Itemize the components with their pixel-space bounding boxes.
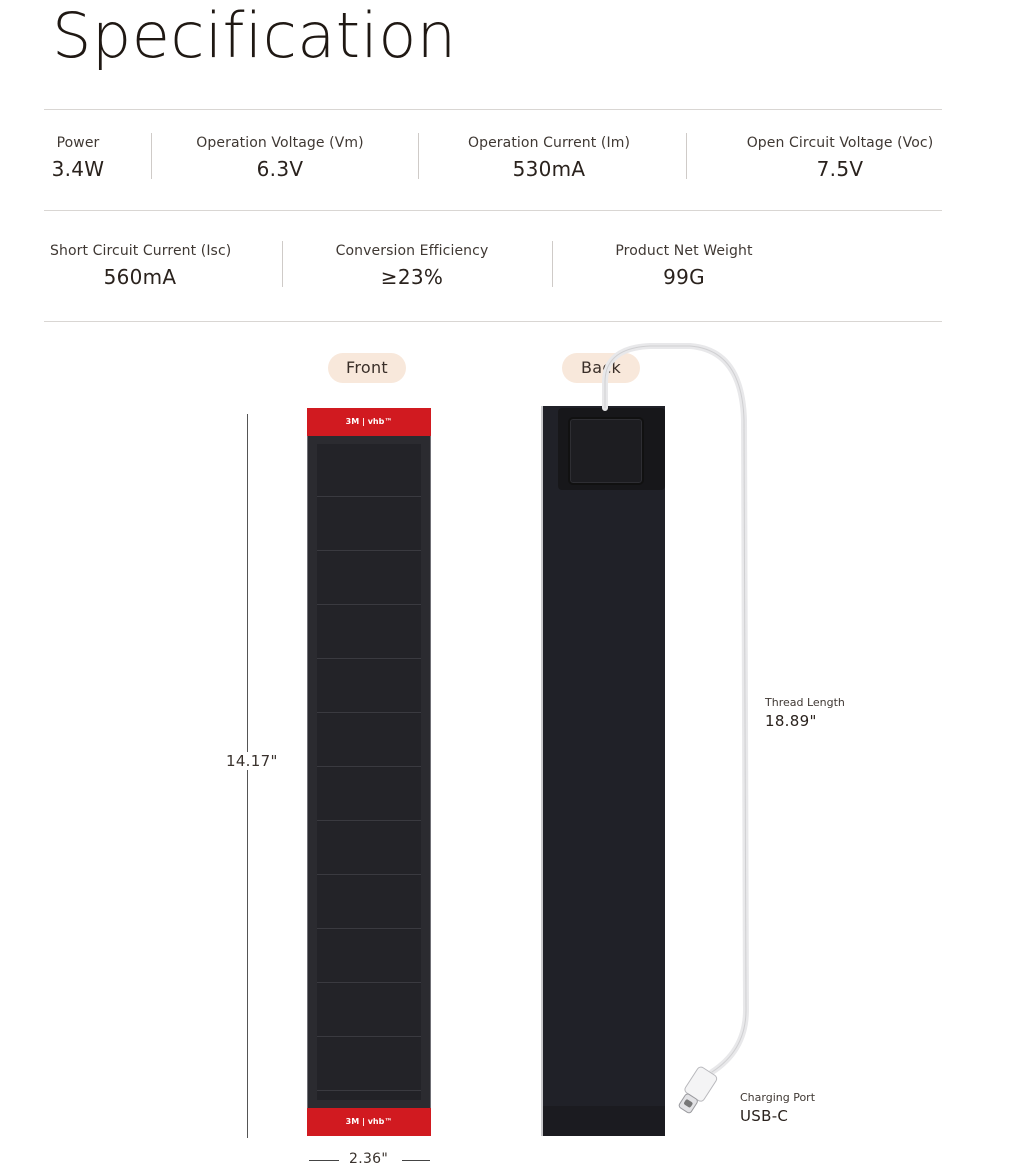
thread-length-value: 18.89" [765,712,817,730]
spec-label: Power [56,135,100,151]
front-label: Front [328,353,406,383]
spec-value: 530mA [512,157,586,181]
thread-length [765,695,845,731]
height-dimension: 14.17" [226,752,278,770]
spec-label: Short Circuit Current (Isc) [50,243,232,259]
spec-value: 7.5V [816,157,864,181]
spec-label: Operation Current (Im) [467,135,631,151]
usb-c-connector-icon [675,1066,719,1117]
brand-strip-top: 3M | vhb™ [307,408,431,436]
spec-value: 99G [663,265,705,289]
width-dimension: 2.36" [349,1151,389,1167]
charging-port [740,1090,815,1126]
page-title: Specification [52,0,457,72]
thread-length-label: Thread Length [765,696,845,709]
spec-value: 6.3V [256,157,304,181]
spec-label: Conversion Efficiency [335,243,489,259]
brand-strip-bottom: 3M | vhb™ [307,1108,431,1136]
back-label: Back [562,353,640,383]
charging-port-label: Charging Port [740,1091,816,1104]
spec-value: ≥23% [380,265,444,289]
spec-value: 3.4W [51,157,105,181]
spec-label: Open Circuit Voltage (Voc) [746,135,934,151]
spec-value: 560mA [103,265,177,289]
spec-label: Operation Voltage (Vm) [196,135,364,151]
charging-port-value: USB-C [740,1107,789,1125]
spec-label: Product Net Weight [615,243,753,259]
